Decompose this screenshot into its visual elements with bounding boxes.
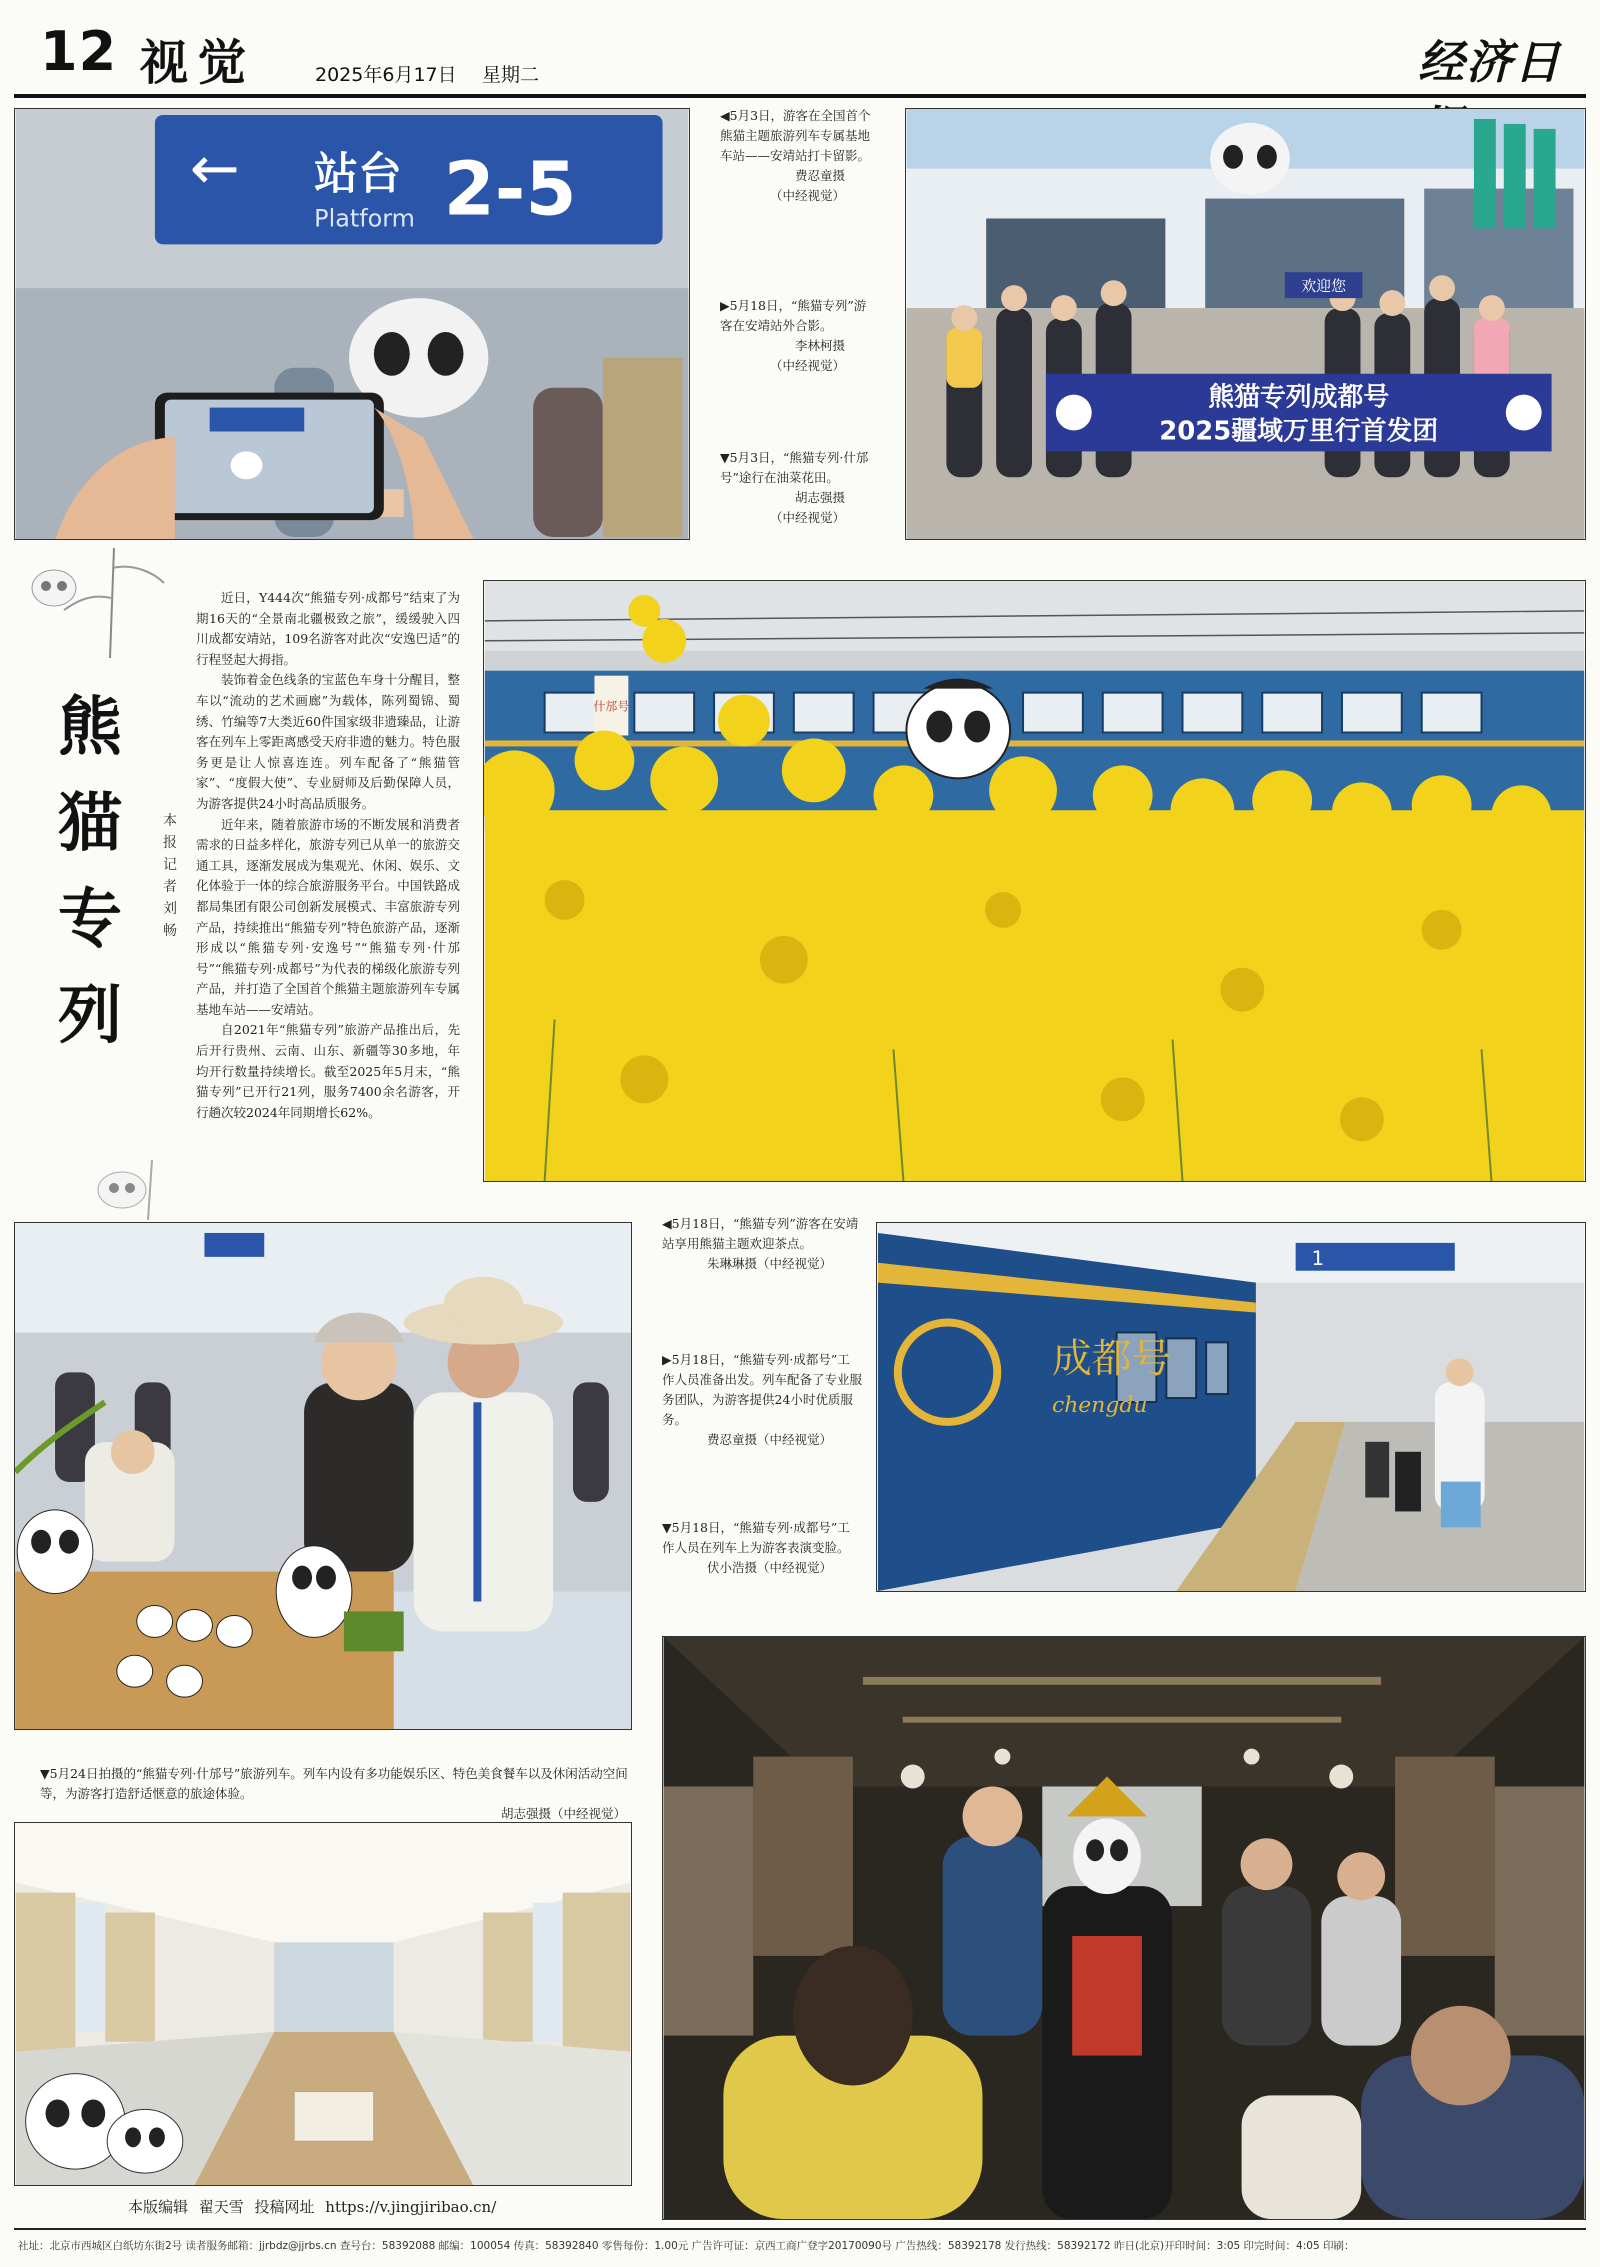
caption-welcome-tea [662, 1214, 862, 1274]
caption-credit-source: （中经视觉） [769, 510, 845, 525]
article-paragraph: 装饰着金色线条的宝蓝色车身十分醒目，整车以“流动的艺术画廊”为载体，陈列蜀锦、蜀绣、竹编等7大类近60件国家级非遗臻品，让游客在列车上零距离感受天府非遗的魅力。特色服务更是让人惊喜连连。列车配备了“熊猫管家”、“度假大使”、专业厨师及后勤保障人员，为游客提供24小时高品质服务。 [196, 672, 460, 811]
article-paragraph: 近日，Y444次“熊猫专列·成都号”结束了为期16天的“全景南北疆极致之旅”，缓缓驶入四川成都安靖站，109名游客对此次“安逸巴适”的行程竖起大拇指。 [196, 590, 460, 667]
caption-text: ▼5月3日，“熊猫专列·什邡号”途行在油菜花田。 [720, 450, 869, 485]
caption-credit: 伏小浩摄（中经视觉） [706, 1560, 832, 1575]
caption-credit: 胡志强摄 [794, 490, 845, 505]
caption-credit-source: （中经视觉） [769, 358, 845, 373]
byline-char: 刘 [163, 901, 177, 917]
footer-rule [14, 2228, 1586, 2230]
masthead-rule [14, 94, 1586, 98]
caption-credit: 李林柯摄 [794, 338, 845, 353]
caption-shifang-interior [40, 1764, 632, 1824]
headline-char: 专 [58, 883, 122, 957]
photo-train-interior [14, 1822, 632, 2186]
caption-text: ▼5月18日，“熊猫专列·成都号”工作人员在列车上为游客表演变脸。 [662, 1520, 850, 1555]
caption-credit: 胡志强摄（中经视觉） [500, 1806, 626, 1821]
photo-platform-phone [14, 108, 690, 540]
welcome-sign: 欢迎您 [1301, 277, 1347, 296]
platform-number: 1 [1311, 1246, 1325, 1270]
train-name-chengdu-en: chengdu [1051, 1392, 1148, 1418]
byline-char: 本 [163, 813, 177, 829]
platform-sign-text: 站台 [314, 148, 402, 200]
section-title: 视觉 [140, 35, 257, 91]
headline-char: 列 [58, 979, 122, 1053]
caption-credit: 朱琳琳摄（中经视觉） [706, 1256, 832, 1271]
photo-face-changing [662, 1636, 1586, 2220]
article-paragraph: 自2021年“熊猫专列”旅游产品推出后，先后开行贵州、云南、山东、新疆等30多地，年均开行数量持续增长。截至2025年5月末，“熊猫专列”已开行21列，服务7400余名游客，开行趟次较2024年同期增长62%。 [196, 1022, 460, 1120]
footer-info: 社址：北京市西城区白纸坊东街2号 读者服务邮箱：jjrbdz@jjrbs.cn 查号台：58392088 邮编：100054 传真：58392840 零售每份：1.00元 广告许可证：京西工商广登字20170090号 广告热线：58392178 发行热线：58392172 昨日(北京)开印时间：3:05 印完时间：4:05 印刷： [18, 2240, 1355, 2252]
article-paragraph: 近年来，随着旅游市场的不断发展和消费者需求的日益多样化，旅游专列已从单一的旅游交通工具，逐渐发展成为集观光、休闲、娱乐、文化体验于一体的综合旅游服务平台。中国铁路成都局集团有限公司创新发展模式、丰富旅游专列产品，持续推出“熊猫专列”特色旅游产品，逐渐形成以“熊猫专列·安逸号”“熊猫专列·什邡号”“熊猫专列·成都号”为代表的梯级化旅游专列产品，并打造了全国首个熊猫主题旅游列车专属基地车站——安靖站。 [196, 816, 460, 1017]
photo-group-station [905, 108, 1586, 540]
caption-credit: 费忍童摄（中经视觉） [706, 1432, 832, 1447]
train-name-chengdu: 成都号 [1051, 1336, 1172, 1383]
headline-char: 猫 [58, 787, 122, 861]
svg-text:←: ← [189, 134, 240, 204]
caption-rapeseed-field [720, 448, 875, 528]
issue-date: 2025年6月17日 [315, 64, 457, 86]
photo-welcome-tea [14, 1222, 632, 1730]
article-headline [50, 680, 130, 1064]
headline-char: 熊 [58, 691, 122, 765]
masthead [0, 0, 1600, 98]
platform-sign-en: Platform [314, 204, 415, 233]
train-label-shifang: 什邡号 [593, 699, 630, 714]
byline-char: 记 [163, 857, 177, 873]
caption-credit-source: （中经视觉） [769, 188, 845, 203]
caption-text: ◀5月18日，“熊猫专列”游客在安靖站享用熊猫主题欢迎茶点。 [662, 1216, 859, 1251]
caption-text: ▶5月18日，“熊猫专列”游客在安靖站外合影。 [720, 298, 867, 333]
byline-char: 畅 [163, 923, 177, 939]
caption-text: ▼5月24日拍摄的“熊猫专列·什邡号”旅游列车。列车内设有多功能娱乐区、特色美食餐车以及休闲活动空间等，为游客打造舒适惬意的旅途体验。 [40, 1766, 628, 1801]
platform-sign-num: 2-5 [443, 147, 577, 233]
byline-char: 者 [163, 879, 177, 895]
group-banner-line1: 熊猫专列成都号 [1208, 382, 1390, 413]
photo-chengdu-train [876, 1222, 1586, 1592]
photo-platform-svg [15, 109, 689, 539]
group-banner-line2: 2025疆域万里行首发团 [1159, 416, 1439, 447]
editor-credit: 本版编辑 翟天雪 投稿网址 https://v.jingjiribao.cn/ [128, 2198, 497, 2216]
caption-face-changing [662, 1518, 862, 1578]
caption-anjing-checkin [720, 106, 875, 206]
article-byline [156, 810, 184, 942]
caption-text: ▶5月18日，“熊猫专列·成都号”工作人员准备出发。列车配备了专业服务团队，为游客提供24小时优质服务。 [662, 1352, 863, 1427]
byline-char: 报 [163, 835, 177, 851]
photo-train-rapeseed [483, 580, 1586, 1182]
issue-weekday: 星期二 [482, 64, 540, 86]
caption-group-photo [720, 296, 875, 376]
panda-decoration-icon [82, 1160, 182, 1220]
page-number: 12 [40, 20, 118, 83]
caption-credit: 费忍童摄 [794, 168, 845, 183]
newspaper-logo: 经济日 [1418, 35, 1562, 89]
caption-crew-departure [662, 1350, 862, 1450]
article-body [196, 588, 460, 1123]
caption-text: ◀5月3日，游客在全国首个熊猫主题旅游列车专属基地车站——安靖站打卡留影。 [720, 108, 871, 163]
bamboo-panda-decoration-icon [14, 548, 194, 658]
